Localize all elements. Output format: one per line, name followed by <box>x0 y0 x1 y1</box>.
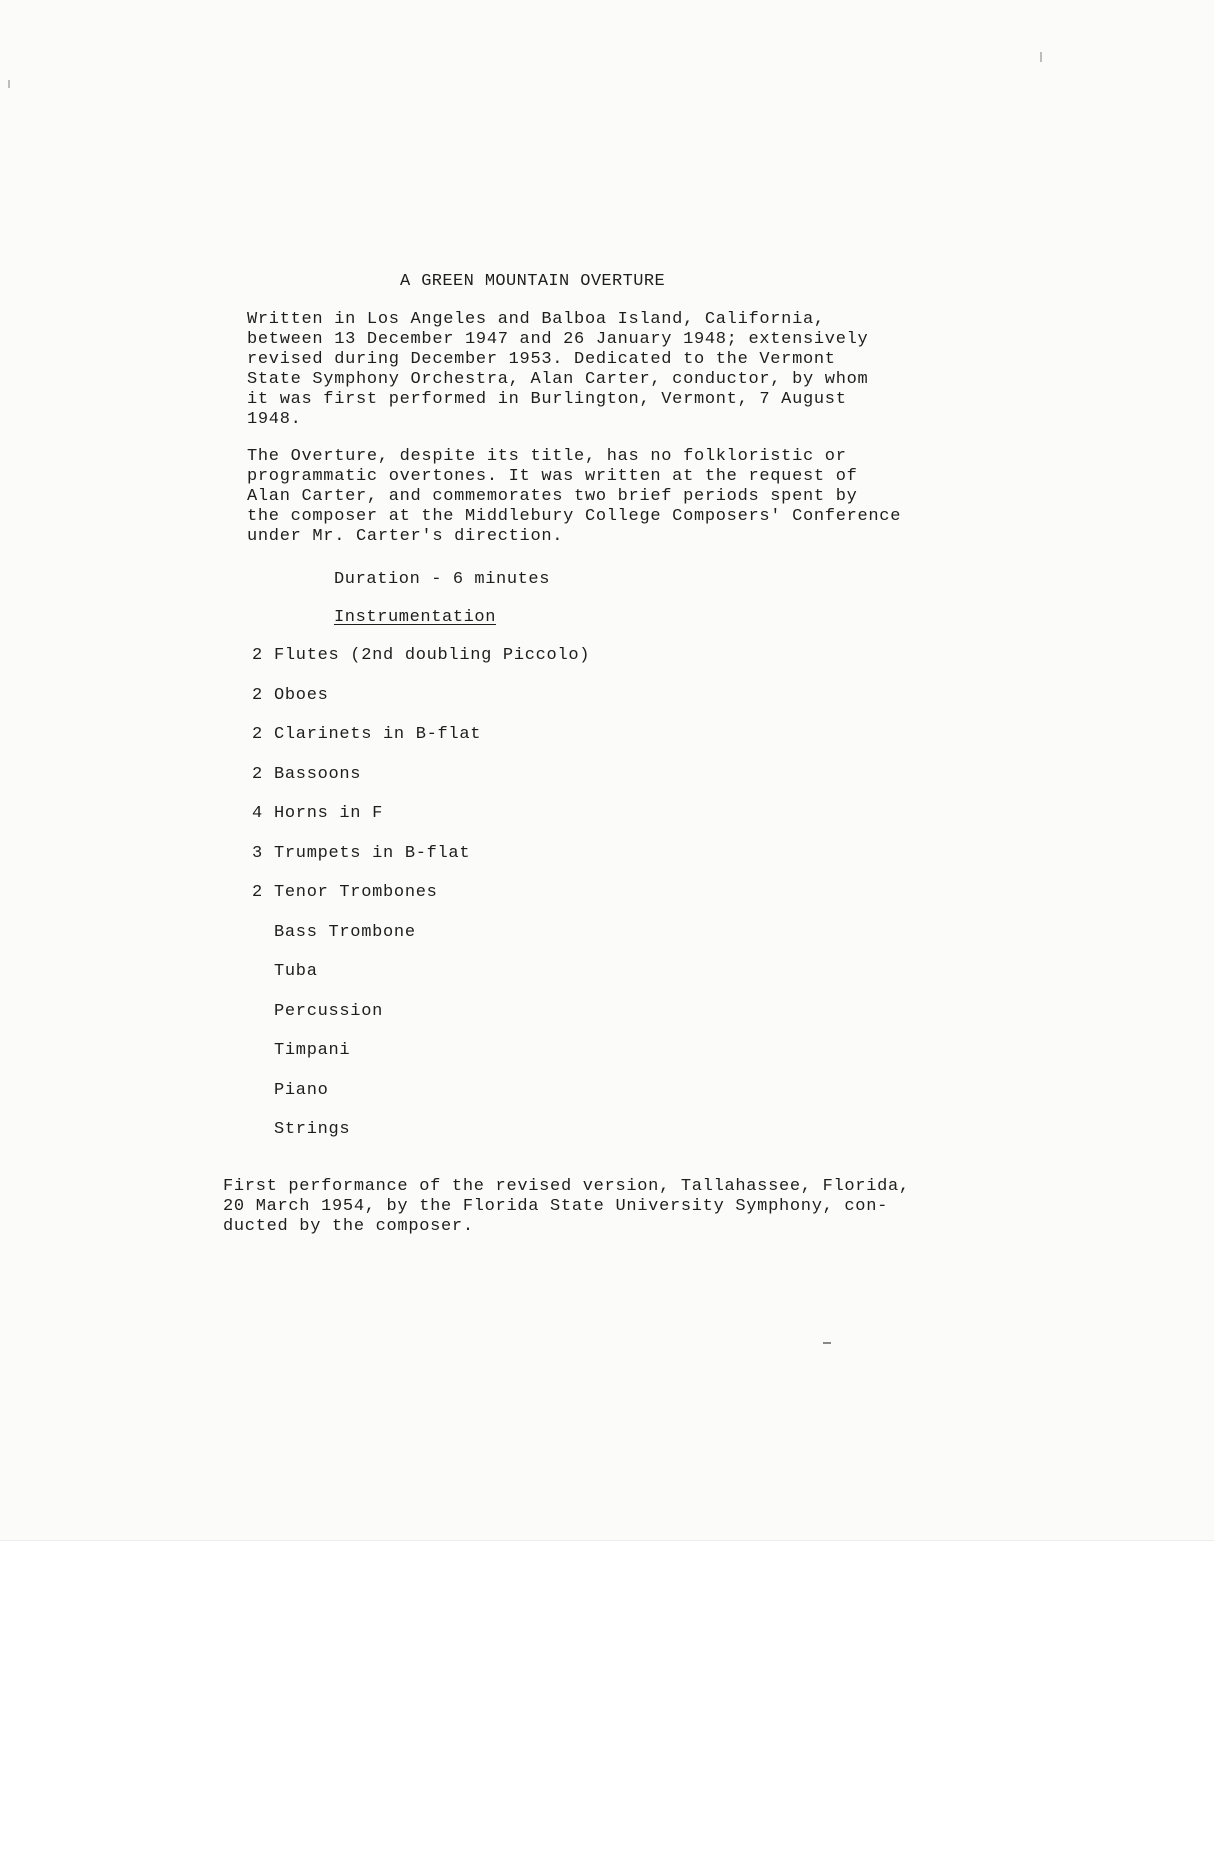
instrument-name: Timpani <box>274 1041 351 1060</box>
paragraph-line: the composer at the Middlebury College Composers' Conference <box>247 507 902 526</box>
paragraph-line: under Mr. Carter's direction. <box>247 527 564 546</box>
paragraph-line: programmatic overtones. It was written at the request of <box>247 467 858 486</box>
paragraph-line: Written in Los Angeles and Balboa Island, California, <box>247 310 825 329</box>
scan-mark <box>823 1342 831 1344</box>
instrument-name: Flutes (2nd doubling Piccolo) <box>274 646 591 665</box>
paragraph-line: revised during December 1953. Dedicated to the Vermont <box>247 350 836 369</box>
instrument-name: Tenor Trombones <box>274 883 438 902</box>
instrument-item <box>252 923 590 963</box>
instrument-item <box>252 1041 590 1081</box>
instrument-count: 2 <box>252 764 263 784</box>
program-note-paragraph <box>247 447 947 547</box>
instrument-name: Horns in F <box>274 804 384 823</box>
instrument-count: 3 <box>252 843 263 863</box>
duration-text: Duration - 6 minutes <box>334 570 551 589</box>
instrument-name: Clarinets in B-flat <box>274 725 482 744</box>
instrument-count: 2 <box>252 646 263 665</box>
instrument-name: Piano <box>274 1080 329 1100</box>
instrument-item <box>252 844 590 884</box>
instrument-item <box>252 1081 590 1121</box>
instrument-name: Trumpets in B-flat <box>274 843 471 863</box>
composition-history-paragraph <box>247 310 947 430</box>
instrument-item <box>252 804 590 844</box>
instrument-count: 4 <box>252 804 263 823</box>
instrument-name: Tuba <box>274 962 318 981</box>
scan-mark <box>1040 52 1042 62</box>
document-title: A GREEN MOUNTAIN OVERTURE <box>400 272 666 291</box>
instrument-name: Oboes <box>274 685 329 705</box>
instrument-count: 2 <box>252 725 263 744</box>
instrument-item <box>252 1002 590 1042</box>
paragraph-line: Alan Carter, and commemorates two brief periods spent by <box>247 487 858 506</box>
instrument-name: Bass Trombone <box>274 922 416 942</box>
paragraph-line: ducted by the composer. <box>223 1217 474 1236</box>
paragraph-line: between 13 December 1947 and 26 January 1948; extensively <box>247 330 869 349</box>
instrumentation-heading: Instrumentation <box>334 608 497 627</box>
paragraph-line: it was first performed in Burlington, Vermont, 7 August <box>247 390 847 409</box>
paragraph-line: 20 March 1954, by the Florida State University Symphony, con- <box>223 1197 889 1216</box>
instrument-name: Bassoons <box>274 764 362 784</box>
paragraph-line: The Overture, despite its title, has no folkloristic or <box>247 447 847 466</box>
instrument-count: 2 <box>252 685 263 705</box>
instrument-name: Strings <box>274 1120 351 1139</box>
scan-mark <box>8 80 10 88</box>
paragraph-line: State Symphony Orchestra, Alan Carter, conductor, by whom <box>247 370 869 389</box>
instrumentation-list <box>252 646 590 1160</box>
paragraph-line: First performance of the revised version, Tallahassee, Florida, <box>223 1177 910 1196</box>
scan-margin <box>0 1540 1214 1870</box>
instrument-item <box>252 686 590 726</box>
instrument-item <box>252 765 590 805</box>
instrument-item <box>252 646 590 686</box>
instrument-item <box>252 725 590 765</box>
paragraph-line: 1948. <box>247 410 302 429</box>
instrument-item <box>252 962 590 1002</box>
instrument-item <box>252 883 590 923</box>
instrument-count: 2 <box>252 883 263 902</box>
instrument-name: Percussion <box>274 1001 384 1021</box>
first-performance-paragraph <box>223 1177 983 1237</box>
instrument-item <box>252 1120 590 1160</box>
